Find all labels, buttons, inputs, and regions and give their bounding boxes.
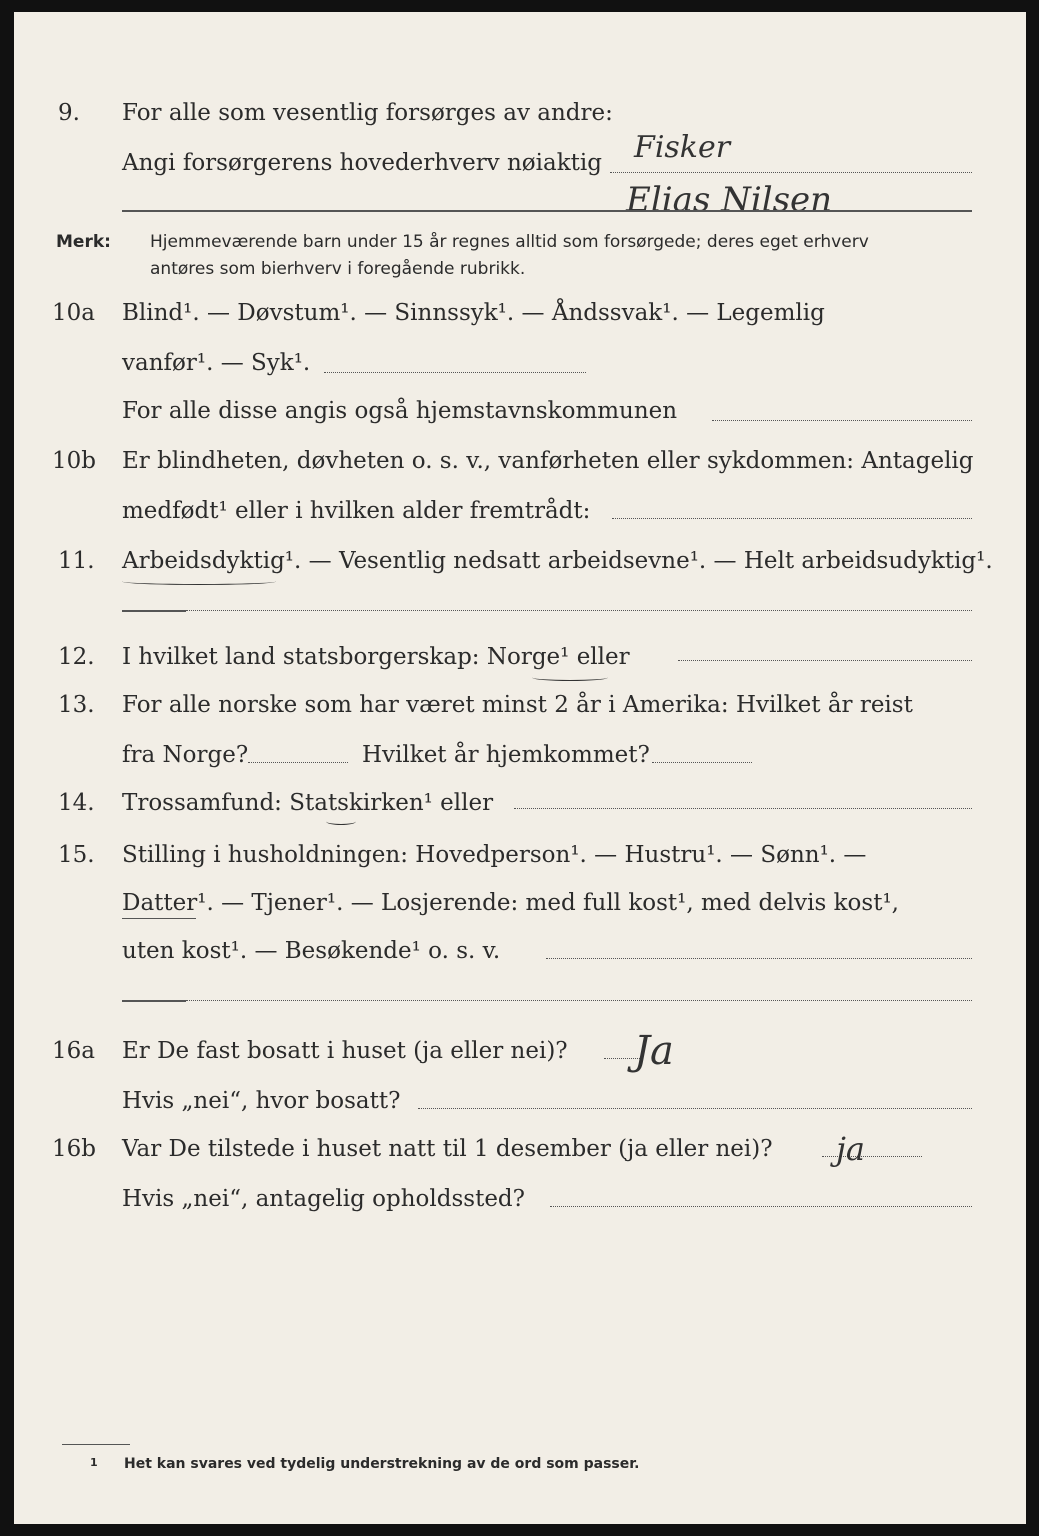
q9-handwritten-name: Elias Nilsen: [626, 180, 833, 220]
q9-handwritten-occupation: Fisker: [634, 130, 731, 165]
q14-handwritten-underline: [326, 818, 356, 825]
q10a-text-1: Blind¹. — Døvstum¹. — Sinnssyk¹. — Åndssvak¹. — Legemlig: [122, 300, 825, 326]
q16b-text-1: Var De tilstede i huset natt til 1 desember (ja eller nei)?: [122, 1136, 773, 1162]
q13-number: 13.: [58, 692, 95, 718]
q11-number: 11.: [58, 548, 95, 574]
merk-text-2: antøres som bierhverv i foregående rubrikk.: [150, 259, 526, 279]
footnote-text: Het kan svares ved tydelig understrekning av de ord som passer.: [124, 1456, 640, 1472]
q16b-number: 16b: [52, 1136, 96, 1162]
q16b-dotted-line-2: [550, 1206, 972, 1207]
footnote-rule: [62, 1444, 130, 1445]
q16a-number: 16a: [52, 1038, 95, 1064]
q16b-handwritten-answer: ja: [836, 1130, 865, 1168]
q9-answer-rule: [122, 210, 972, 212]
q11-dotted-line: [186, 610, 972, 611]
q9-dotted-line: [610, 172, 972, 173]
q15-dotted-line-2: [186, 1000, 972, 1001]
q15-text-2: Datter¹. — Tjener¹. — Losjerende: med full kost¹, med delvis kost¹,: [122, 890, 899, 916]
q10a-dotted-line-1: [324, 372, 586, 373]
q13-dotted-line-1: [248, 762, 348, 763]
q10b-text-1: Er blindheten, døvheten o. s. v., vanførheten eller sykdommen: Antagelig: [122, 448, 974, 474]
footnote-mark: 1: [90, 1456, 98, 1469]
q10a-dotted-line-2: [712, 420, 972, 421]
q14-number: 14.: [58, 790, 95, 816]
q9-text-2: Angi forsørgerens hovederhverv nøiaktig: [122, 150, 602, 176]
q16a-dotted-line-2: [418, 1108, 972, 1109]
q11-text-1: Arbeidsdyktig¹. — Vesentlig nedsatt arbeidsevne¹. — Helt arbeidsudyktig¹.: [122, 548, 993, 574]
q9-number: 9.: [58, 100, 80, 126]
q12-text-1: I hvilket land statsborgerskap: Norge¹ eller: [122, 644, 630, 670]
q10b-number: 10b: [52, 448, 96, 474]
census-form-page: [14, 12, 1026, 1524]
q12-number: 12.: [58, 644, 95, 670]
q13-text-2b: Hvilket år hjemkommet?: [362, 742, 650, 768]
q15-text-3: uten kost¹. — Besøkende¹ o. s. v.: [122, 938, 501, 964]
q15-text-1: Stilling i husholdningen: Hovedperson¹. — Hustru¹. — Sønn¹. —: [122, 842, 867, 868]
q11-answer-rule-short: [122, 610, 186, 612]
q16b-text-2: Hvis „nei“, antagelig opholdssted?: [122, 1186, 525, 1212]
q16a-handwritten-answer: Ja: [634, 1028, 674, 1074]
q10a-number: 10a: [52, 300, 95, 326]
q16a-text-1: Er De fast bosatt i huset (ja eller nei)?: [122, 1038, 568, 1064]
q9-text-1: For alle som vesentlig forsørges av andre:: [122, 100, 613, 126]
q11-handwritten-underline: [122, 578, 276, 585]
q12-dotted-line: [678, 660, 972, 661]
q14-dotted-line: [514, 808, 972, 809]
q16a-text-2: Hvis „nei“, hvor bosatt?: [122, 1088, 401, 1114]
q12-handwritten-underline: [532, 674, 608, 681]
q15-number: 15.: [58, 842, 95, 868]
q13-text-2a: fra Norge?: [122, 742, 249, 768]
q10a-text-2: vanfør¹. — Syk¹.: [122, 350, 311, 376]
merk-label: Merk:: [56, 232, 111, 252]
q15-answer-rule-short: [122, 1000, 186, 1002]
q14-text-1: Trossamfund: Statskirken¹ eller: [122, 790, 494, 816]
q15-dotted-line-1: [546, 958, 972, 959]
q13-text-1: For alle norske som har været minst 2 år i Amerika: Hvilket år reist: [122, 692, 913, 718]
q10a-text-3: For alle disse angis også hjemstavnskommunen: [122, 398, 678, 424]
q15-handwritten-underline: [122, 918, 196, 919]
q10b-dotted-line: [612, 518, 972, 519]
merk-text-1: Hjemmeværende barn under 15 år regnes alltid som forsørgede; deres eget erhverv: [150, 232, 869, 252]
q13-dotted-line-2: [652, 762, 752, 763]
q10b-text-2: medfødt¹ eller i hvilken alder fremtrådt:: [122, 498, 591, 524]
